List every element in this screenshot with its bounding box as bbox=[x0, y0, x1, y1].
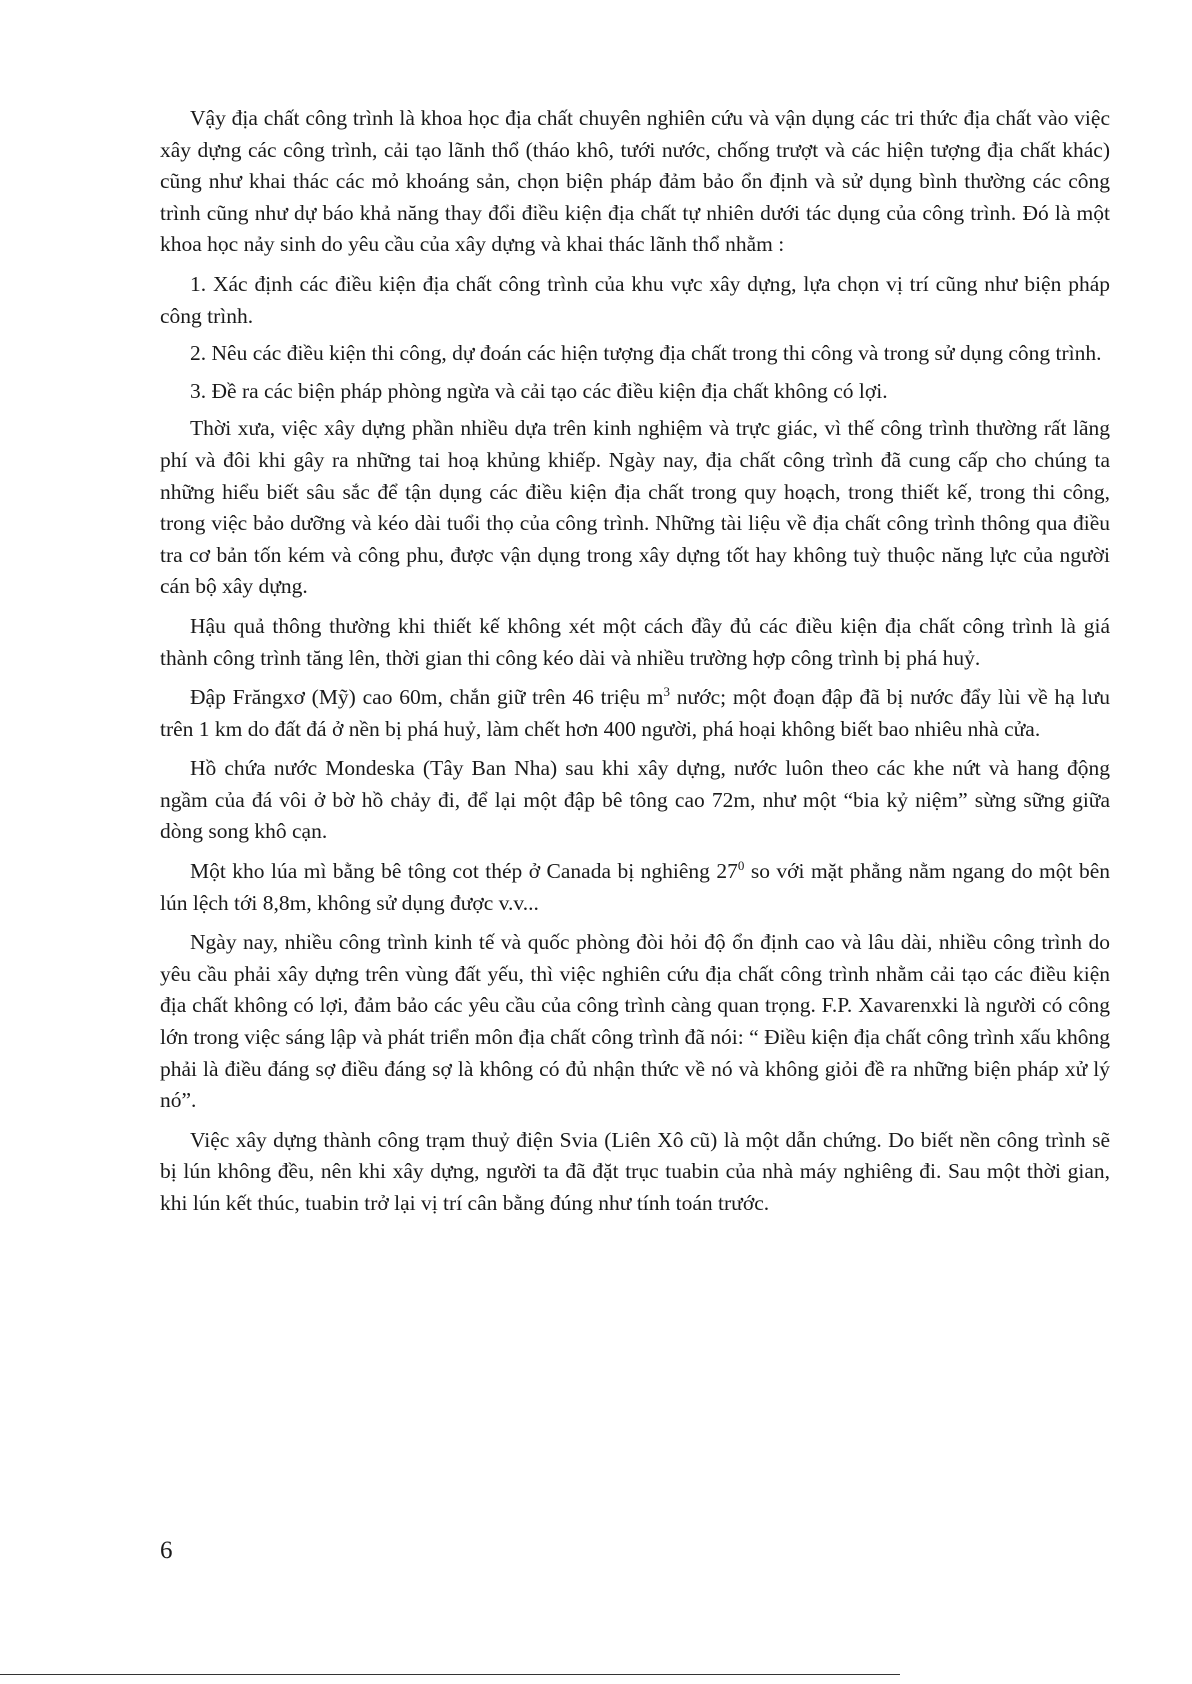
intro-paragraph: Vậy địa chất công trình là khoa học địa chất chuyên nghiên cứu và vận dụng các tri thức địa chất vào việc xây dựng các công trình, cải tạo lãnh thổ (tháo khô, tưới nước, chống trượt và các hiện tượng địa chất khác) cũng như khai thác các mỏ khoáng sản, chọn biện pháp đảm bảo ổn định và sử dụng bình thường các công trình cũng như dự báo khả năng thay đổi điều kiện địa chất tự nhiên dưới tác dụng của công trình. Đó là một khoa học nảy sinh do yêu cầu của xây dựng và khai thác lãnh thổ nhằm : bbox=[160, 106, 1110, 257]
history-paragraph: Thời xưa, việc xây dựng phần nhiều dựa trên kinh nghiệm và trực giác, vì thế công trình thường rất lãng phí và đôi khi gây ra những tai hoạ khủng khiếp. Ngày nay, địa chất công trình đã cung cấp cho chúng ta những hiểu biết sâu sắc để tận dụng các điều kiện địa chất trong quy hoạch, trong thiết kế, trong thi công, trong việc bảo dưỡng và kéo dài tuổi thọ của công trình. Những tài liệu về địa chất công trình thông qua điều tra cơ bản tốn kém và công phu, được vận dụng trong xây dựng tốt hay không tuỳ thuộc năng lực của người cán bộ xây dựng. bbox=[160, 416, 1110, 599]
body-text bbox=[160, 103, 1110, 1228]
reservoir-example-paragraph: Hồ chứa nước Mondeska (Tây Ban Nha) sau khi xây dựng, nước luôn theo các khe nứt và hang động ngầm của đá vôi ở bờ hồ chảy đi, để lại một đập bê tông cao 72m, như một “bia kỷ niệm” sừng sững giữa dòng song khô cạn. bbox=[160, 756, 1110, 844]
consequence-paragraph: Hậu quả thông thường khi thiết kế không xét một cách đầy đủ các điều kiện địa chất công trình là giá thành công trình tăng lên, thời gian thi công kéo dài và nhiều trường hợp công trình bị phá huỷ. bbox=[160, 613, 1110, 670]
silo-example-paragraph bbox=[160, 856, 1110, 919]
hydropower-example-paragraph: Việc xây dựng thành công trạm thuỷ điện Svia (Liên Xô cũ) là một dẫn chứng. Do biết nền công trình sẽ bị lún không đều, nên khi xây dựng, người ta đã đặt trục tuabin của nhà máy nghiêng đi. Sau một thời gian, khi lún kết thúc, tuabin trở lại vị trí cân bằng đúng như tính toán trước. bbox=[160, 1127, 1110, 1215]
dam-example-paragraph bbox=[160, 682, 1110, 745]
list-item-1: 1. Xác định các điều kiện địa chất công trình của khu vực xây dựng, lựa chọn vị trí cũng như biện pháp công trình. bbox=[160, 271, 1110, 328]
degree-superscript: 0 bbox=[737, 857, 745, 873]
list-item-3: 3. Đề ra các biện pháp phòng ngừa và cải tạo các điều kiện địa chất không có lợi. bbox=[190, 378, 888, 403]
cubic-superscript: 3 bbox=[663, 683, 671, 699]
list-item-2: 2. Nêu các điều kiện thi công, dự đoán các hiện tượng địa chất trong thi công và trong sử dụng công trình. bbox=[190, 341, 1102, 366]
page-number: 6 bbox=[160, 1537, 173, 1564]
dam-text-before: Đập Frăngxơ (Mỹ) cao 60m, chắn giữ trên 46 triệu m bbox=[190, 685, 664, 710]
silo-text-before: Một kho lúa mì bằng bê tông cot thép ở Canada bị nghiêng 27 bbox=[190, 859, 738, 884]
dam-text-after: nước; một đoạn đập đã bị nước đẩy lùi về hạ lưu trên 1 km do đất đá ở nền bị phá huỷ, làm chết hơn 400 người, phá hoại không biết bao nhiêu nhà cửa. bbox=[160, 685, 1110, 741]
silo-text-after: so với mặt phẳng nằm ngang do một bên lún lệch tới 8,8m, không sử dụng được v.v... bbox=[160, 859, 1110, 915]
modern-importance-paragraph: Ngày nay, nhiều công trình kinh tế và quốc phòng đòi hỏi độ ổn định cao và lâu dài, nhiều công trình do yêu cầu phải xây dựng trên vùng đất yếu, thì việc nghiên cứu địa chất công trình nhằm cải tạo các điều kiện địa chất không có lợi, đảm bảo các yêu cầu của công trình càng quan trọng. F.P. Xavarenxki là người có công lớn trong việc sáng lập và phát triển môn địa chất công trình đã nói: “ Điều kiện địa chất công trình xấu không phải là điều đáng sợ điều đáng sợ là không có đủ nhận thức về nó và không giỏi đề ra những biện pháp xử lý nó”. bbox=[160, 930, 1110, 1113]
bottom-rule bbox=[0, 1674, 900, 1675]
